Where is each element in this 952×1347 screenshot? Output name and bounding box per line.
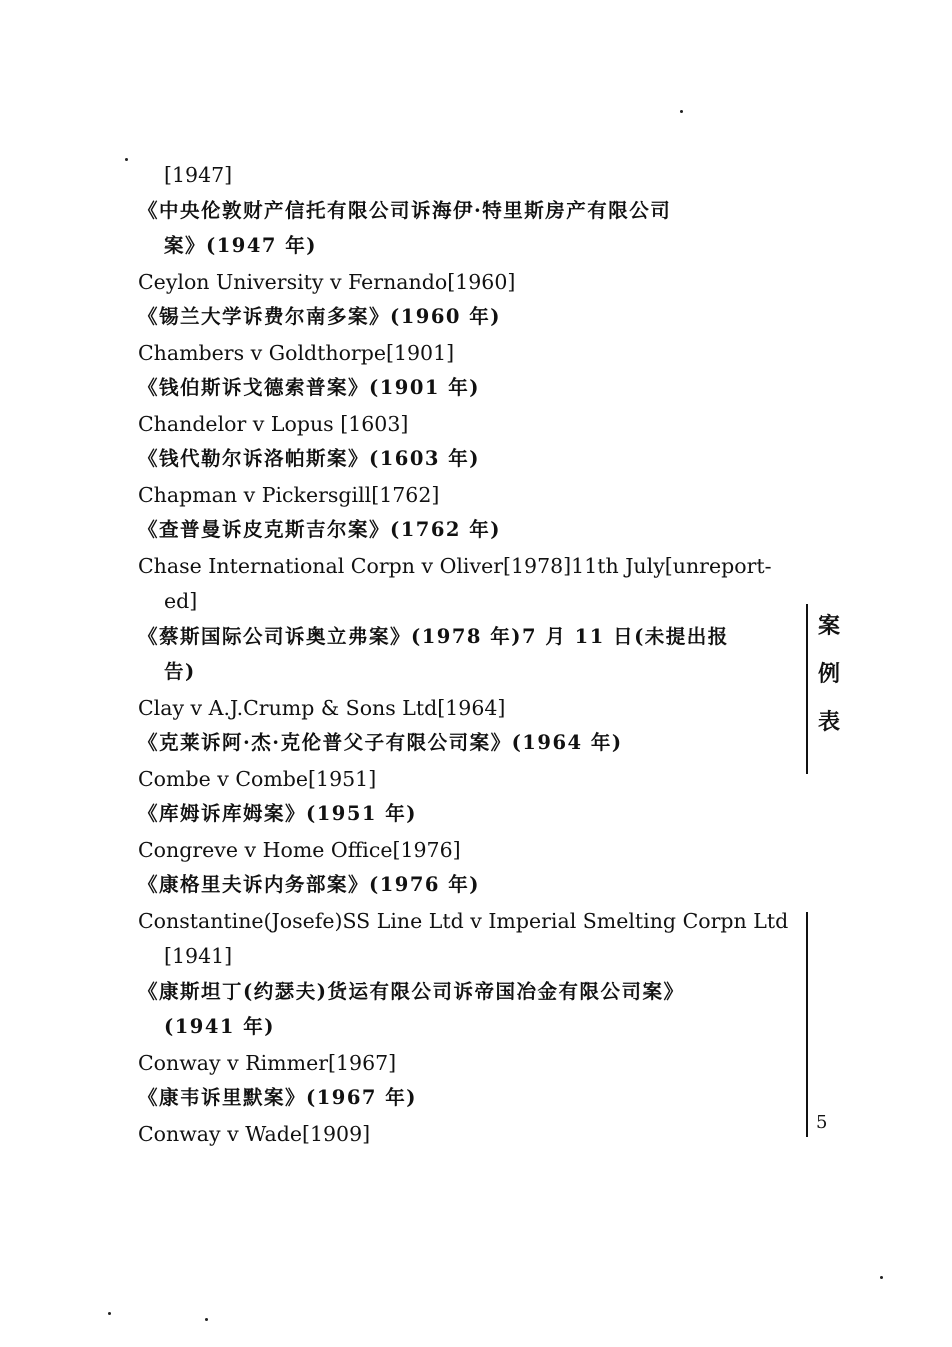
case-name-chinese: 《康韦诉里默案》(1967 年) <box>138 1086 418 1109</box>
case-name-english: Conway v Wade[1909] <box>138 1122 371 1146</box>
case-name-english: [1947] <box>164 163 233 187</box>
case-name-chinese: 《中央伦敦财产信托有限公司诉海伊·特里斯房产有限公司 <box>138 199 672 222</box>
case-name-english: Conway v Rimmer[1967] <box>138 1051 397 1075</box>
case-name-chinese: (1941 年) <box>164 1015 276 1038</box>
case-name-english: [1941] <box>164 944 233 968</box>
case-name-chinese: 《康斯坦丁(约瑟夫)货运有限公司诉帝国冶金有限公司案》 <box>138 980 685 1003</box>
case-name-chinese: 《锡兰大学诉费尔南多案》(1960 年) <box>138 305 502 328</box>
case-name-chinese: 《康格里夫诉内务部案》(1976 年) <box>138 873 481 896</box>
case-name-english: Chapman v Pickersgill[1762] <box>138 483 440 507</box>
scan-speck <box>680 110 683 113</box>
case-name-english: Constantine(Josefe)SS Line Ltd v Imperial Smelting Corpn Ltd <box>138 909 789 933</box>
case-name-chinese: 《钱代勒尔诉洛帕斯案》(1603 年) <box>138 447 481 470</box>
section-title-char: 案 <box>817 613 840 639</box>
scan-speck <box>205 1318 208 1321</box>
scan-speck <box>125 158 128 161</box>
case-name-english: Congreve v Home Office[1976] <box>138 838 461 862</box>
case-name-english: Ceylon University v Fernando[1960] <box>138 270 516 294</box>
case-name-chinese: 《查普曼诉皮克斯吉尔案》(1762 年) <box>138 518 502 541</box>
case-name-chinese: 案》(1947 年) <box>164 234 318 257</box>
case-name-chinese: 告) <box>164 660 196 683</box>
section-title-char: 表 <box>817 709 840 735</box>
case-name-english: Combe v Combe[1951] <box>138 767 377 791</box>
case-name-english: Chase International Corpn v Oliver[1978]11th July[unreport- <box>138 554 772 578</box>
page-number: 5 <box>816 1112 828 1133</box>
sidebar-rule-lower <box>806 912 808 1137</box>
sidebar-rule-upper <box>806 604 808 774</box>
case-name-english: Chambers v Goldthorpe[1901] <box>138 341 455 365</box>
case-name-chinese: 《库姆诉库姆案》(1951 年) <box>138 802 418 825</box>
case-name-english: Clay v A.J.Crump & Sons Ltd[1964] <box>138 696 506 720</box>
case-name-english: ed] <box>164 589 198 613</box>
section-title-char: 例 <box>817 661 840 687</box>
case-name-chinese: 《蔡斯国际公司诉奥立弗案》(1978 年)7 月 11 日(未提出报 <box>138 625 729 648</box>
section-title-vertical <box>814 602 844 746</box>
case-name-english: Chandelor v Lopus [1603] <box>138 412 409 436</box>
scan-speck <box>108 1312 111 1315</box>
scan-speck <box>880 1276 883 1279</box>
case-name-chinese: 《钱伯斯诉戈德索普案》(1901 年) <box>138 376 481 399</box>
case-name-chinese: 《克莱诉阿·杰·克伦普父子有限公司案》(1964 年) <box>138 731 623 754</box>
